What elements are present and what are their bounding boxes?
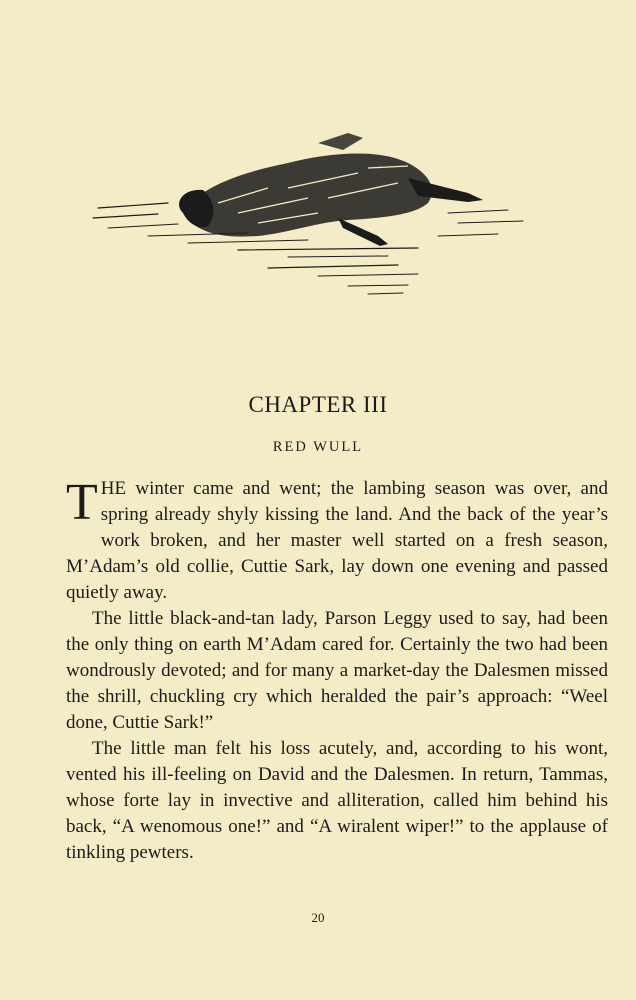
- paragraph-1: [66, 476, 608, 606]
- drop-cap: T: [66, 474, 98, 531]
- chapter-title: RED WULL: [272, 439, 364, 455]
- paragraph-2: The little black-and-tan lady, Parson Leggy used to say, had been the only thing on earth M’Adam cared for. Certainly the two had been wondrously devoted; and for many a market-day the Dalesmen missed the shrill, chuckling cry which heralded the pair’s approach: “Weel done, Cuttie Sark!”: [66, 608, 608, 733]
- chapter-heading: CHAPTER III: [248, 392, 388, 417]
- chapter-body: [66, 476, 608, 866]
- dead-collie-illustration: [88, 118, 528, 308]
- paragraph-3: The little man felt his loss acutely, and, according to his wont, vented his ill-feeling on David and the Dalesmen. In return, Tammas, whose forte lay in invective and alliteration, called him behind his back, “A wenomous one!” and “A wiralent wiper!” to the applause of tinkling pewters.: [66, 738, 608, 863]
- paragraph-1-text: HE winter came and went; the lambing season was over, and spring already shyly kissing the land. And the back of the year’s work broken, and her master well started on a fresh season, M’Adam’s old collie, Cuttie Sark, lay down one evening and passed quietly away.: [66, 478, 608, 603]
- page-number: 20: [311, 910, 325, 925]
